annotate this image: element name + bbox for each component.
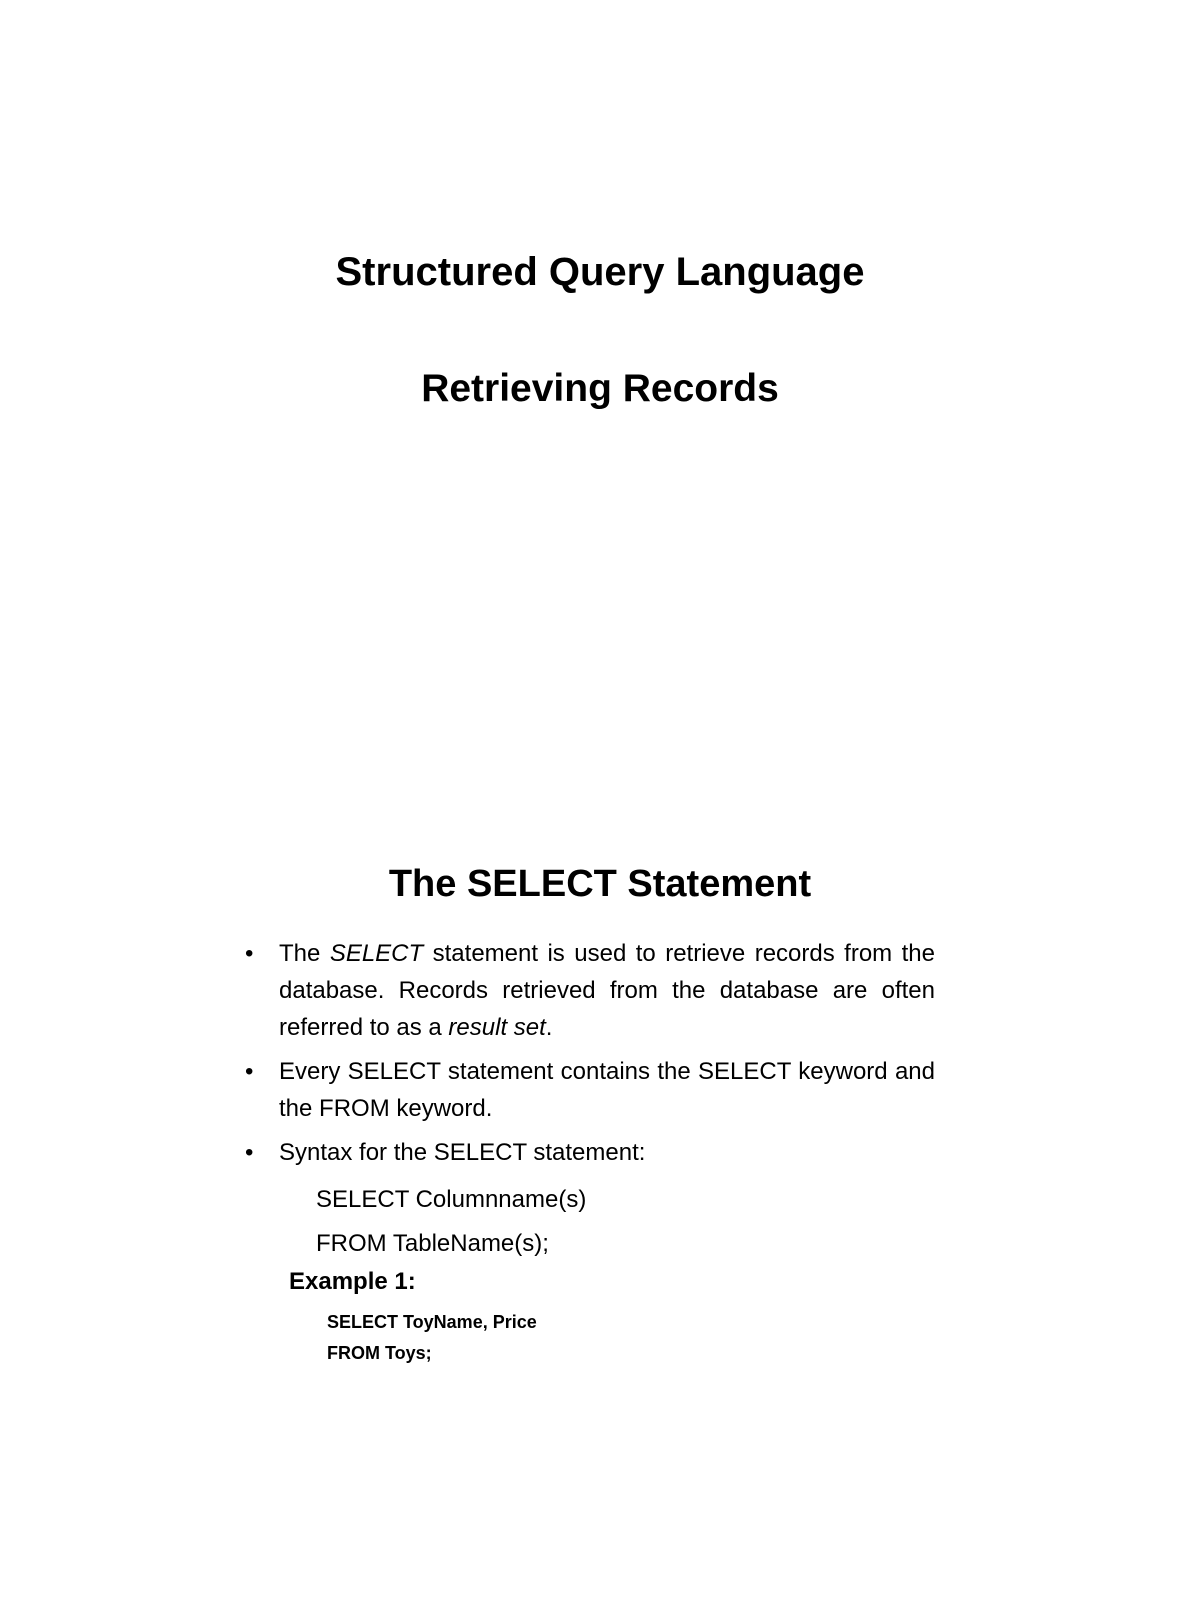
bullet-text-pre: The [279, 940, 330, 967]
example-line-from: FROM Toys; [327, 1343, 432, 1363]
example-label: Example 1: [289, 1268, 416, 1295]
slide-select-statement [0, 800, 1200, 1600]
bullet-item-syntax [245, 1134, 935, 1171]
bullet-text-italic-result-set: result set [448, 1014, 546, 1041]
bullet-marker: • [245, 1139, 254, 1166]
syntax-line-from: FROM TableName(s); [316, 1230, 549, 1257]
syntax-line-select: SELECT Columnname(s) [316, 1186, 587, 1213]
bullet-text-italic-select: SELECT [329, 940, 424, 967]
example-code-block [327, 1307, 537, 1369]
bullet-text: Every SELECT statement contains the SELECT keyword and the FROM keyword. [279, 1058, 935, 1122]
bullet-list [245, 935, 935, 1178]
bullet-marker: • [245, 940, 254, 967]
syntax-block [316, 1178, 586, 1266]
bullet-text-mid: statement is used to retrieve records from the database. Records retrieved from the database are often referred to as a [279, 940, 935, 1041]
example-line-select: SELECT ToyName, Price [327, 1312, 537, 1332]
document-subtitle: Retrieving Records [421, 367, 779, 410]
document-title: Structured Query Language [335, 250, 865, 294]
section-title: The SELECT Statement [388, 863, 812, 905]
bullet-text-post: . [545, 1014, 553, 1041]
bullet-text: Syntax for the SELECT statement: [279, 1139, 646, 1166]
bullet-marker: • [245, 1058, 254, 1085]
bullet-item-keywords [245, 1053, 935, 1127]
bullet-item-select-purpose [245, 935, 935, 1046]
